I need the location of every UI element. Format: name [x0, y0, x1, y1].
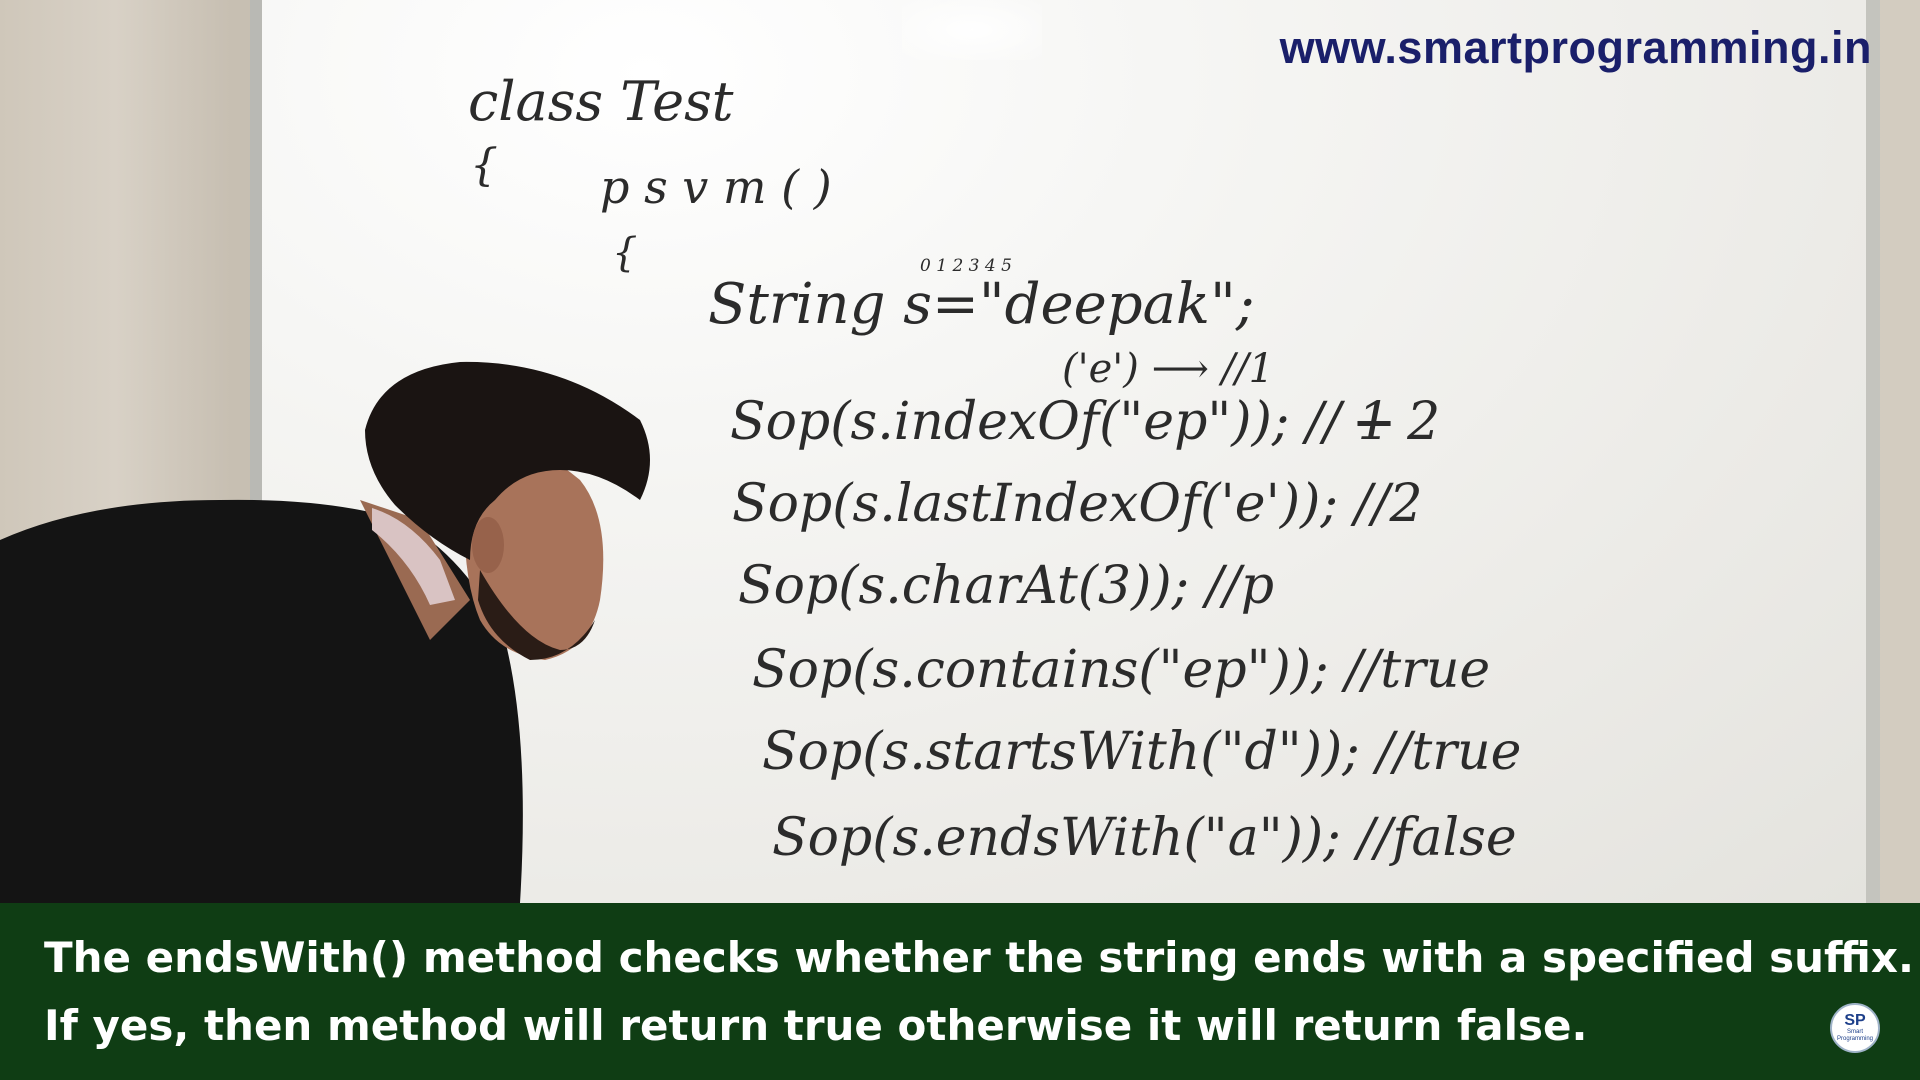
main-signature: p s v m ( )	[600, 160, 832, 214]
logo-mark: SP	[1844, 1012, 1866, 1029]
channel-logo	[1830, 1003, 1880, 1053]
string-declaration: String s="deepak";	[708, 272, 1255, 337]
logo-text: Smart Programming	[1836, 1029, 1873, 1042]
code-line-endswith: Sop(s.endsWith("a")); //false	[772, 808, 1517, 868]
caption-line-2: If yes, then method will return true otherwise it will return false.	[44, 1001, 1588, 1050]
code-text: Sop(s.indexOf("ep")); //	[730, 392, 1358, 452]
margin-annotation: ('e') ⟶ //1	[1062, 346, 1275, 392]
code-line-startswith: Sop(s.startsWith("d")); //true	[762, 722, 1522, 782]
code-line-charat: Sop(s.charAt(3)); //p	[738, 556, 1275, 616]
presenter-ear	[472, 517, 504, 573]
open-brace: {	[470, 140, 498, 191]
corrected-answer: 2	[1390, 392, 1441, 452]
website-watermark: www.smartprogramming.in	[1279, 22, 1872, 73]
caption-line-1: The endsWith() method checks whether the string ends with a specified suffix.	[44, 933, 1914, 982]
code-line-lastindexof: Sop(s.lastIndexOf('e')); //2	[732, 474, 1423, 534]
struck-answer: 1	[1357, 392, 1391, 452]
caption-bar	[0, 903, 1920, 1080]
class-declaration: class Test	[468, 70, 734, 133]
index-numbers: 0 1 2 3 4 5	[920, 256, 1012, 276]
open-brace-main: {	[612, 230, 638, 276]
code-line-contains: Sop(s.contains("ep")); //true	[752, 640, 1491, 700]
